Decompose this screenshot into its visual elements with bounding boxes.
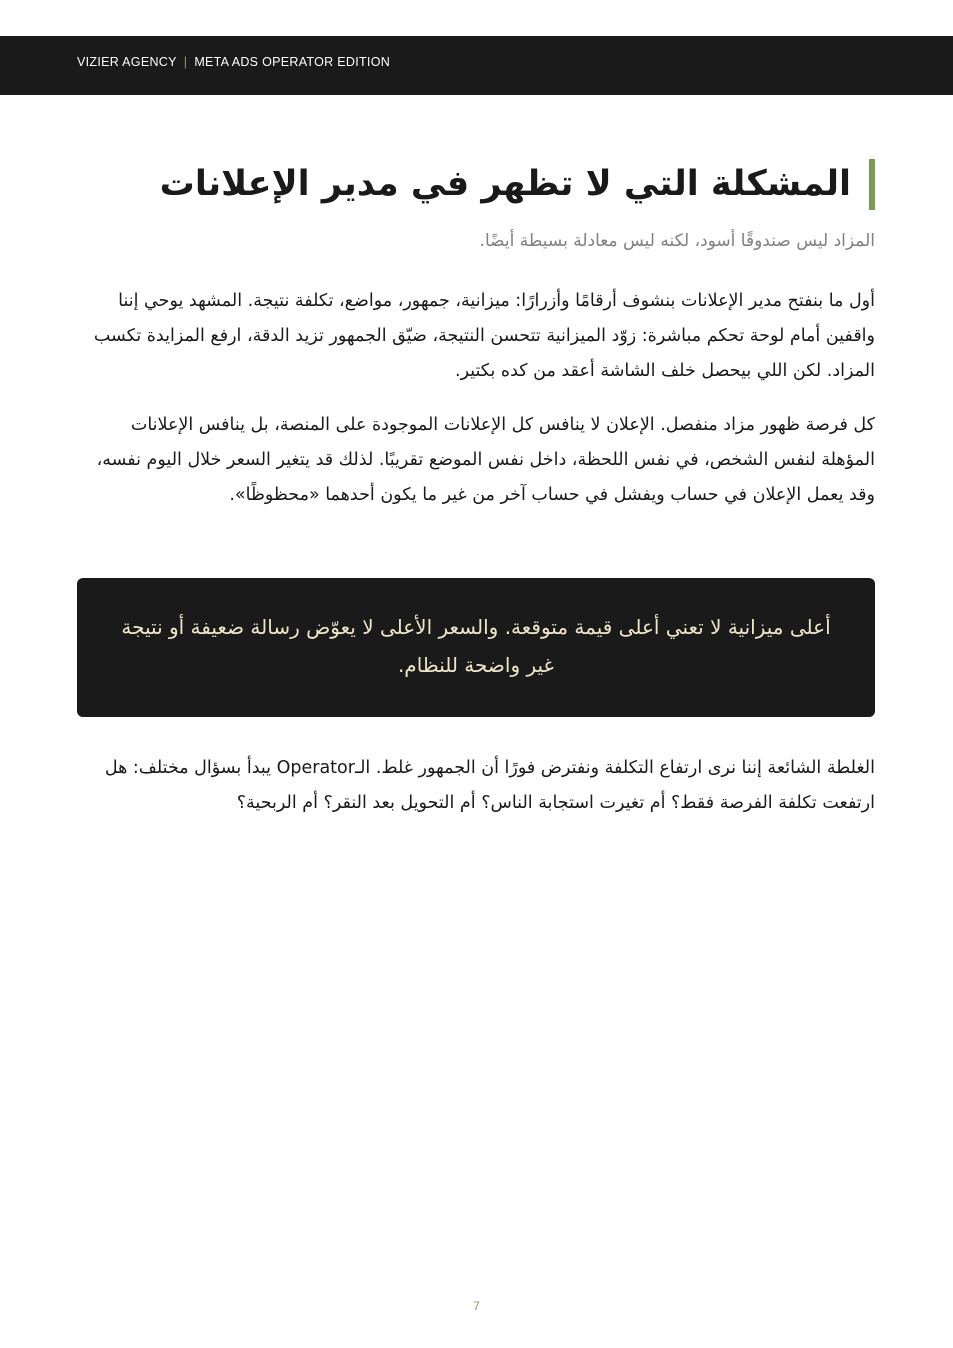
callout-text: أعلى ميزانية لا تعني أعلى قيمة متوقعة. والسعر الأعلى لا يعوّض رسالة ضعيفة أو نتيجة غير واضحة للنظام. [121,615,831,677]
page-subtitle: المزاد ليس صندوقًا أسود، لكنه ليس معادلة بسيطة أيضًا. [479,231,875,251]
body-paragraph-1: أول ما بنفتح مدير الإعلانات بنشوف أرقامًا وأزرارًا: ميزانية، جمهور، مواضع، تكلفة نتيجة. المشهد يوحي إننا واقفين أمام لوحة تحكم مباشرة: زوّد الميزانية تتحسن النتيجة، ضيّق الجمهور تزيد الدقة، ارفع المزايدة تكسب المزاد. لكن اللي بيحصل خلف الشاشة أعقد من كده بكتير. [93,291,875,381]
page-number: 7 [473,1299,480,1313]
header-brand: VIZIER AGENCY [77,55,177,69]
header-edition: META ADS OPERATOR EDITION [194,55,391,69]
page-title: المشكلة التي لا تظهر في مدير الإعلانات [159,164,851,204]
body-paragraph-2: كل فرصة ظهور مزاد منفصل. الإعلان لا ينافس كل الإعلانات الموجودة على المنصة، بل ينافس الإعلانات المؤهلة لنفس الشخص، في نفس اللحظة، داخل نفس الموضع تقريبًا. لذلك قد يتغير السعر خلال اليوم نفسه، وقد يعمل الإعلان في حساب ويفشل في حساب آخر من غير ما يكون أحدهما «محظوظًا». [96,415,875,505]
header-bar [0,36,953,95]
title-accent-bar [869,159,875,210]
title-block [77,156,875,212]
header-separator: | [183,55,188,69]
body-paragraph-3: الغلطة الشائعة إننا نرى ارتفاع التكلفة ونفترض فورًا أن الجمهور غلط. الـOperator يبدأ بسؤال مختلف: هل ارتفعت تكلفة الفرصة فقط؟ أم تغيرت استجابة الناس؟ أم التحويل بعد النقر؟ أم الربحية؟ [104,758,875,813]
callout-box [77,578,875,717]
header-text [77,36,390,95]
